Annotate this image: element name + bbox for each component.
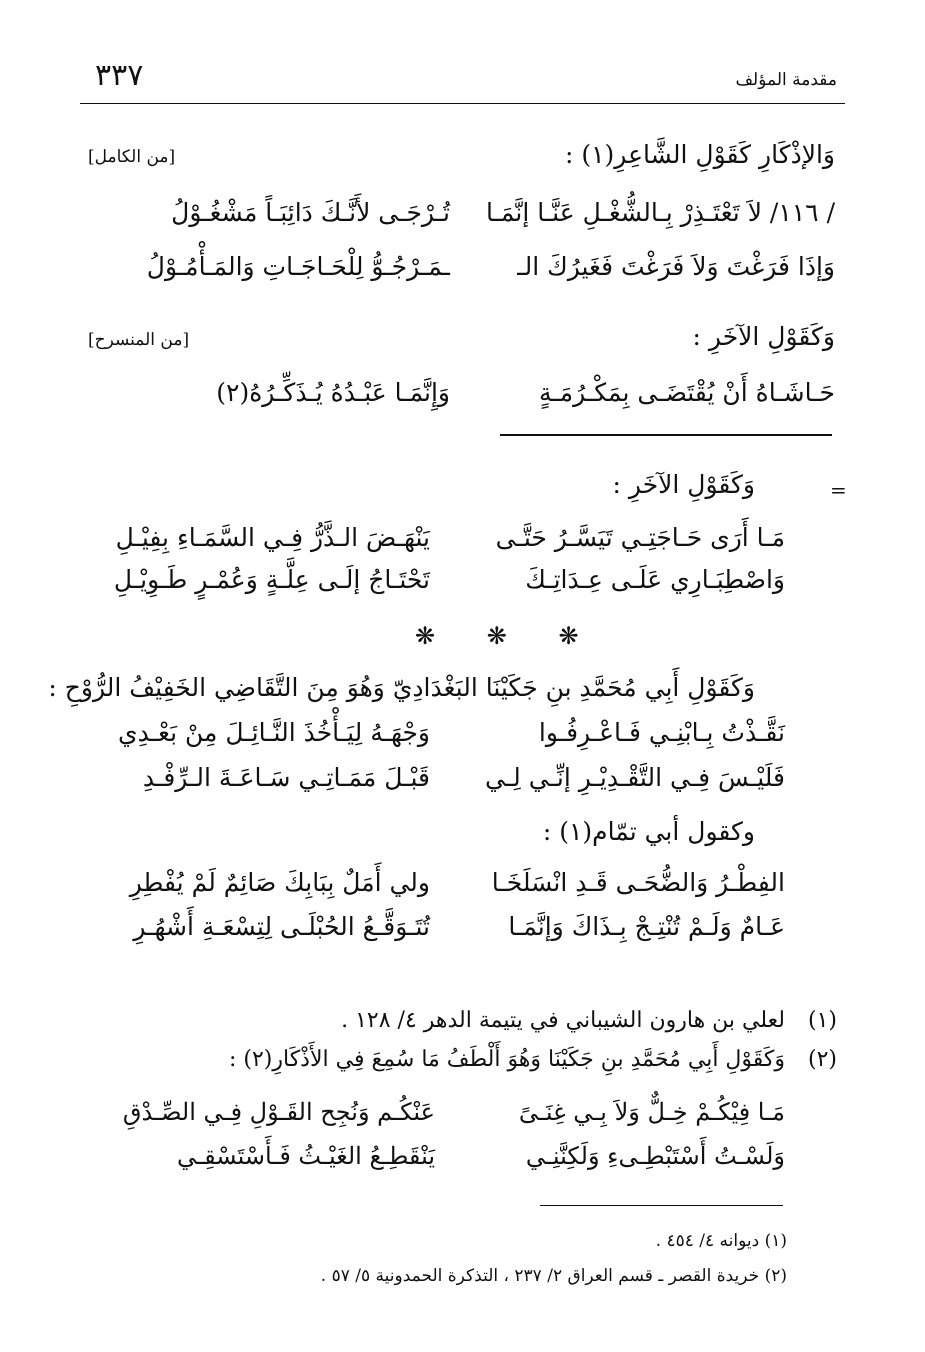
- footnote-number: (١): [807, 1008, 837, 1033]
- verse-hemistich-right: / ١١٦/ لاَ تَعْتَـذِرْ بِـالشُّغْـلِ عَنَّـا إنَّمَـا: [485, 198, 835, 227]
- section4-intro: وَكَقَوْلِ أَبِي مُحَمَّدِ بنِ جَكَيْنَا البَغْدَادِيّ وَهُوَ مِنَ التَّقَاضِي الخَفِيْفُ الرُّوْحِ :: [48, 673, 755, 702]
- verse-hemistich-right: مَـا فِيْكُـمْ خِـلٌّ وَلاَ بِـي غِنَـىً: [518, 1098, 785, 1126]
- subfootnote-2: (٢) خريدة القصر ـ قسم العراق ٢/ ٢٣٧ ، التذكرة الحمدونية ٥/ ٥٧ .: [320, 1266, 787, 1286]
- verse-hemistich-right: الفِطْـرُ وَالضُّحَـى قَـدِ انْسَلَخَـا: [491, 868, 785, 897]
- section3-intro: وَكَقَوْلِ الآخَرِ :: [612, 470, 755, 499]
- verse-hemistich-right: حَـاشَـاهُ أَنْ يُقْتَضَـى بِمَكْـرُمَـةٍ: [539, 378, 835, 407]
- section1-intro: وَالإذْكَارِ كَقَوْلِ الشَّاعِرِ(١) :: [564, 140, 835, 169]
- verse-hemistich-left: ولي أَمَلٌ بِبَابِكَ صَائِمٌ لَمْ يُفْطِرِ: [129, 868, 430, 897]
- continuation-mark: =: [830, 478, 847, 502]
- verse-hemistich-right: فَلَيْـسَ فِـي التَّقْـدِيْـرِ إنِّـي لِـي: [485, 763, 785, 792]
- verse-hemistich-right: نَقَّـذْتُ بِـابْنِـي فَـاعْـرِفُـوا: [538, 718, 785, 747]
- header-rule: [80, 103, 845, 104]
- section1-meter: [من الكامل]: [88, 147, 176, 167]
- verse-hemistich-left: قَبْـلَ مَمَـاتِـي سَـاعَـةَ الـرِّفْـدِ: [142, 763, 430, 792]
- subfootnote-rule: [540, 1205, 783, 1206]
- subfootnote-1: (١) ديوانه ٤/ ٤٥٤ .: [655, 1231, 787, 1251]
- section2-intro: وَكَقَوْلِ الآخَرِ :: [692, 322, 835, 351]
- footnote-number: (٢): [807, 1047, 837, 1072]
- verse-hemistich-right: وَاصْطِبَـارِي عَلَـى عِـدَاتِـكَ: [525, 565, 785, 594]
- verse-hemistich-left: تَحْتَـاجُ إلَـى عِلَّـةٍ وَعُمْـرٍ طَـوِيْـلِ: [113, 565, 430, 594]
- verse-hemistich-left: ـمَـرْجُـوُّ لِلْحَـاجَـاتِ وَالمَـأْمُـوْلُ: [146, 252, 450, 281]
- verse-hemistich-left: وَإِنَّمَـا عَبْـدُهُ يُـذَكِّـرُهُ(٢): [216, 378, 450, 407]
- verse-hemistich-left: تُـرْجَـى لأَنَّـكَ دَائِبَـاً مَشْغُـوْلُ: [171, 198, 450, 227]
- footnote-text: وَكَقَوْلِ أَبِي مُحَمَّدِ بنِ جَكَيْنَا وَهُوَ أَلْطَفُ مَا سُمِعَ فِي الأَذْكَارِ(٢) :: [228, 1047, 785, 1072]
- verse-hemistich-left: يَنْقَطِـعُ الغَيْـثُ فَـأَسْتَسْقِـي: [177, 1142, 435, 1170]
- section5-intro: وكقول أبي تمّام(١) :: [542, 817, 755, 846]
- verse-hemistich-left: تُتَـوَقَّـعُ الحُبْلَـى لِتِسْعَـةِ أَشْهُـرِ: [133, 912, 430, 941]
- verse-hemistich-right: عَـامٌ وَلَـمْ تُنْتِـجْ بِـذَاكَ وَإنَّمَـا: [508, 912, 785, 941]
- section2-meter: [من المنسرح]: [88, 330, 190, 350]
- running-title: مقدمة المؤلف: [735, 70, 837, 90]
- verse-hemistich-right: وَلَسْـتُ أَسْتَبْطِـىءِ وَلَكِنَّنِـي: [525, 1142, 785, 1170]
- verse-hemistich-left: يَنْهَـضَ الـذَّرُّ فِـي السَّمَـاءِ بِفِيْـلِ: [115, 523, 430, 552]
- verse-hemistich-right: مَـا أَرَى حَـاجَتِـي تَيَسَّـرُ حَتَّـى: [495, 523, 785, 552]
- verse-hemistich-left: عَنْكُـم وَنُجِح القَـوْلِ فِـي الصِّـدْقِ: [122, 1098, 435, 1126]
- page-number: ٣٣٧: [95, 58, 144, 93]
- verse-hemistich-right: وَإذَا فَرَغْتَ وَلاَ فَرَغْتَ فَغَيرُكَ الـ: [517, 252, 835, 281]
- footnote-text: لعلي بن هارون الشيباني في يتيمة الدهر ٤/ ١٢٨ .: [341, 1008, 785, 1033]
- footnote-rule: [500, 434, 832, 436]
- verse-hemistich-left: وَجْهَـهُ لِيَـأْخُذَ النَّـائِـلَ مِنْ بَعْـدِي: [118, 718, 430, 747]
- section-separator: ❋ ❋ ❋: [415, 622, 601, 650]
